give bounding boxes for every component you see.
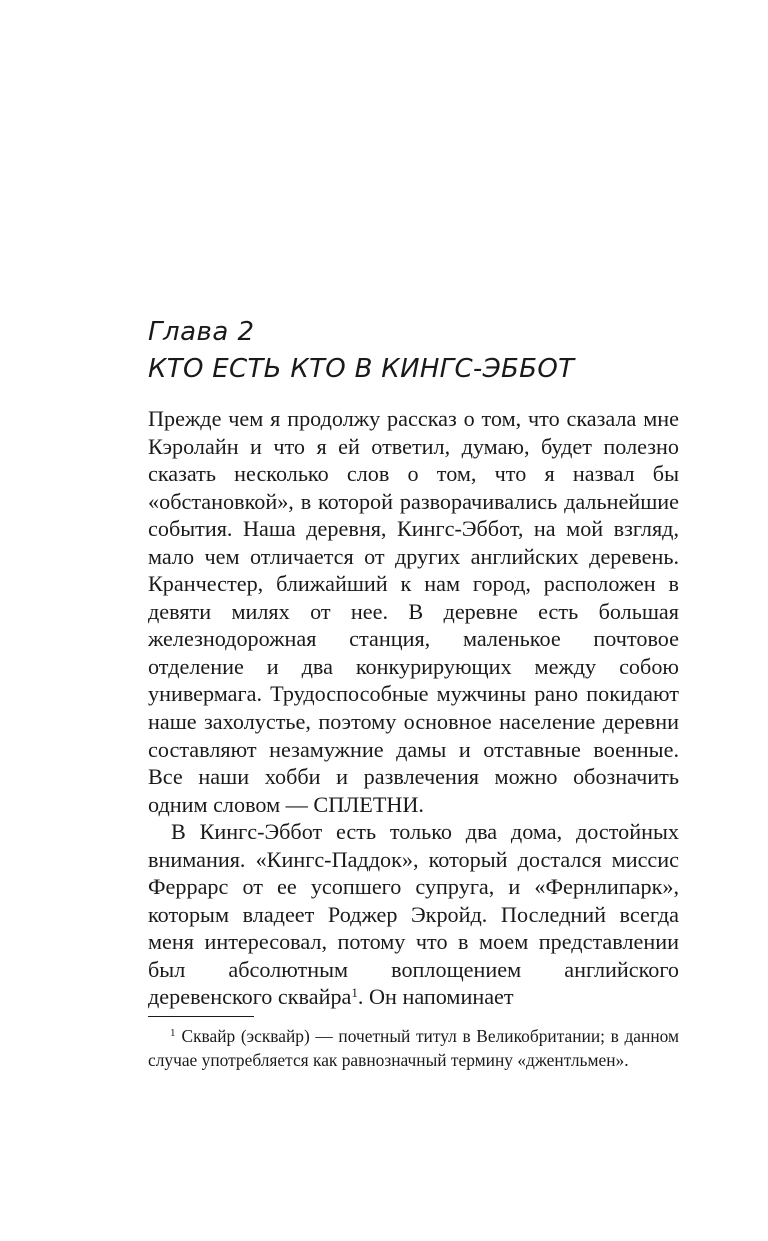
footnote-reference: 1 [351, 985, 358, 1001]
book-page [148, 0, 679, 1241]
footnote [148, 1025, 679, 1072]
paragraph-2-continuation: . Он напоминает [357, 984, 514, 1010]
chapter-number: Глава 2 [148, 317, 255, 347]
paragraph-1: Прежде чем я продолжу рассказ о том, что сказала мне Кэролайн и что я ей ответил, думаю, будет полезно сказать несколько слов о том, что я назвал бы «обстановкой», в которой разворачивались дальнейшие события. Наша деревня, Кингс-Эббот, на мой взгляд, мало чем отличается от других английских деревень. Кранчестер, ближайший к нам город, расположен в девяти милях от нее. В деревне есть большая железнодорожная станция, маленькое почтовое отделение и два конкурирующих между собою универмага. Трудоспособные мужчины рано покидают наше захолустье, поэтому основное население деревни составляют незамужние дамы и отставные военные. Все наши хобби и развлечения можно обозначить одним словом — СПЛЕТНИ. [148, 406, 679, 817]
chapter-title: КТО ЕСТЬ КТО В КИНГС-ЭББОТ [148, 354, 575, 384]
footnote-divider [148, 1016, 254, 1017]
footnote-number: 1 [170, 1027, 176, 1039]
paragraph-2 [148, 818, 679, 1011]
paragraph-2-text: В Кингс-Эббот есть только два дома, достойных внимания. «Кингс-Паддок», который достался миссис Феррарс от ее усопшего супруга, и «Фернлипарк», которым владеет Роджер Экройд. Последний всегда меня интересовал, потому что в моем представлении был абсолютным воплощением английского деревенского сквайра [148, 819, 679, 1010]
body-text [148, 405, 679, 1011]
footnote-text: Сквайр (эсквайр) — почетный титул в Великобритании; в данном случае употребляется как равнозначный термину «джентльмен». [148, 1026, 679, 1070]
